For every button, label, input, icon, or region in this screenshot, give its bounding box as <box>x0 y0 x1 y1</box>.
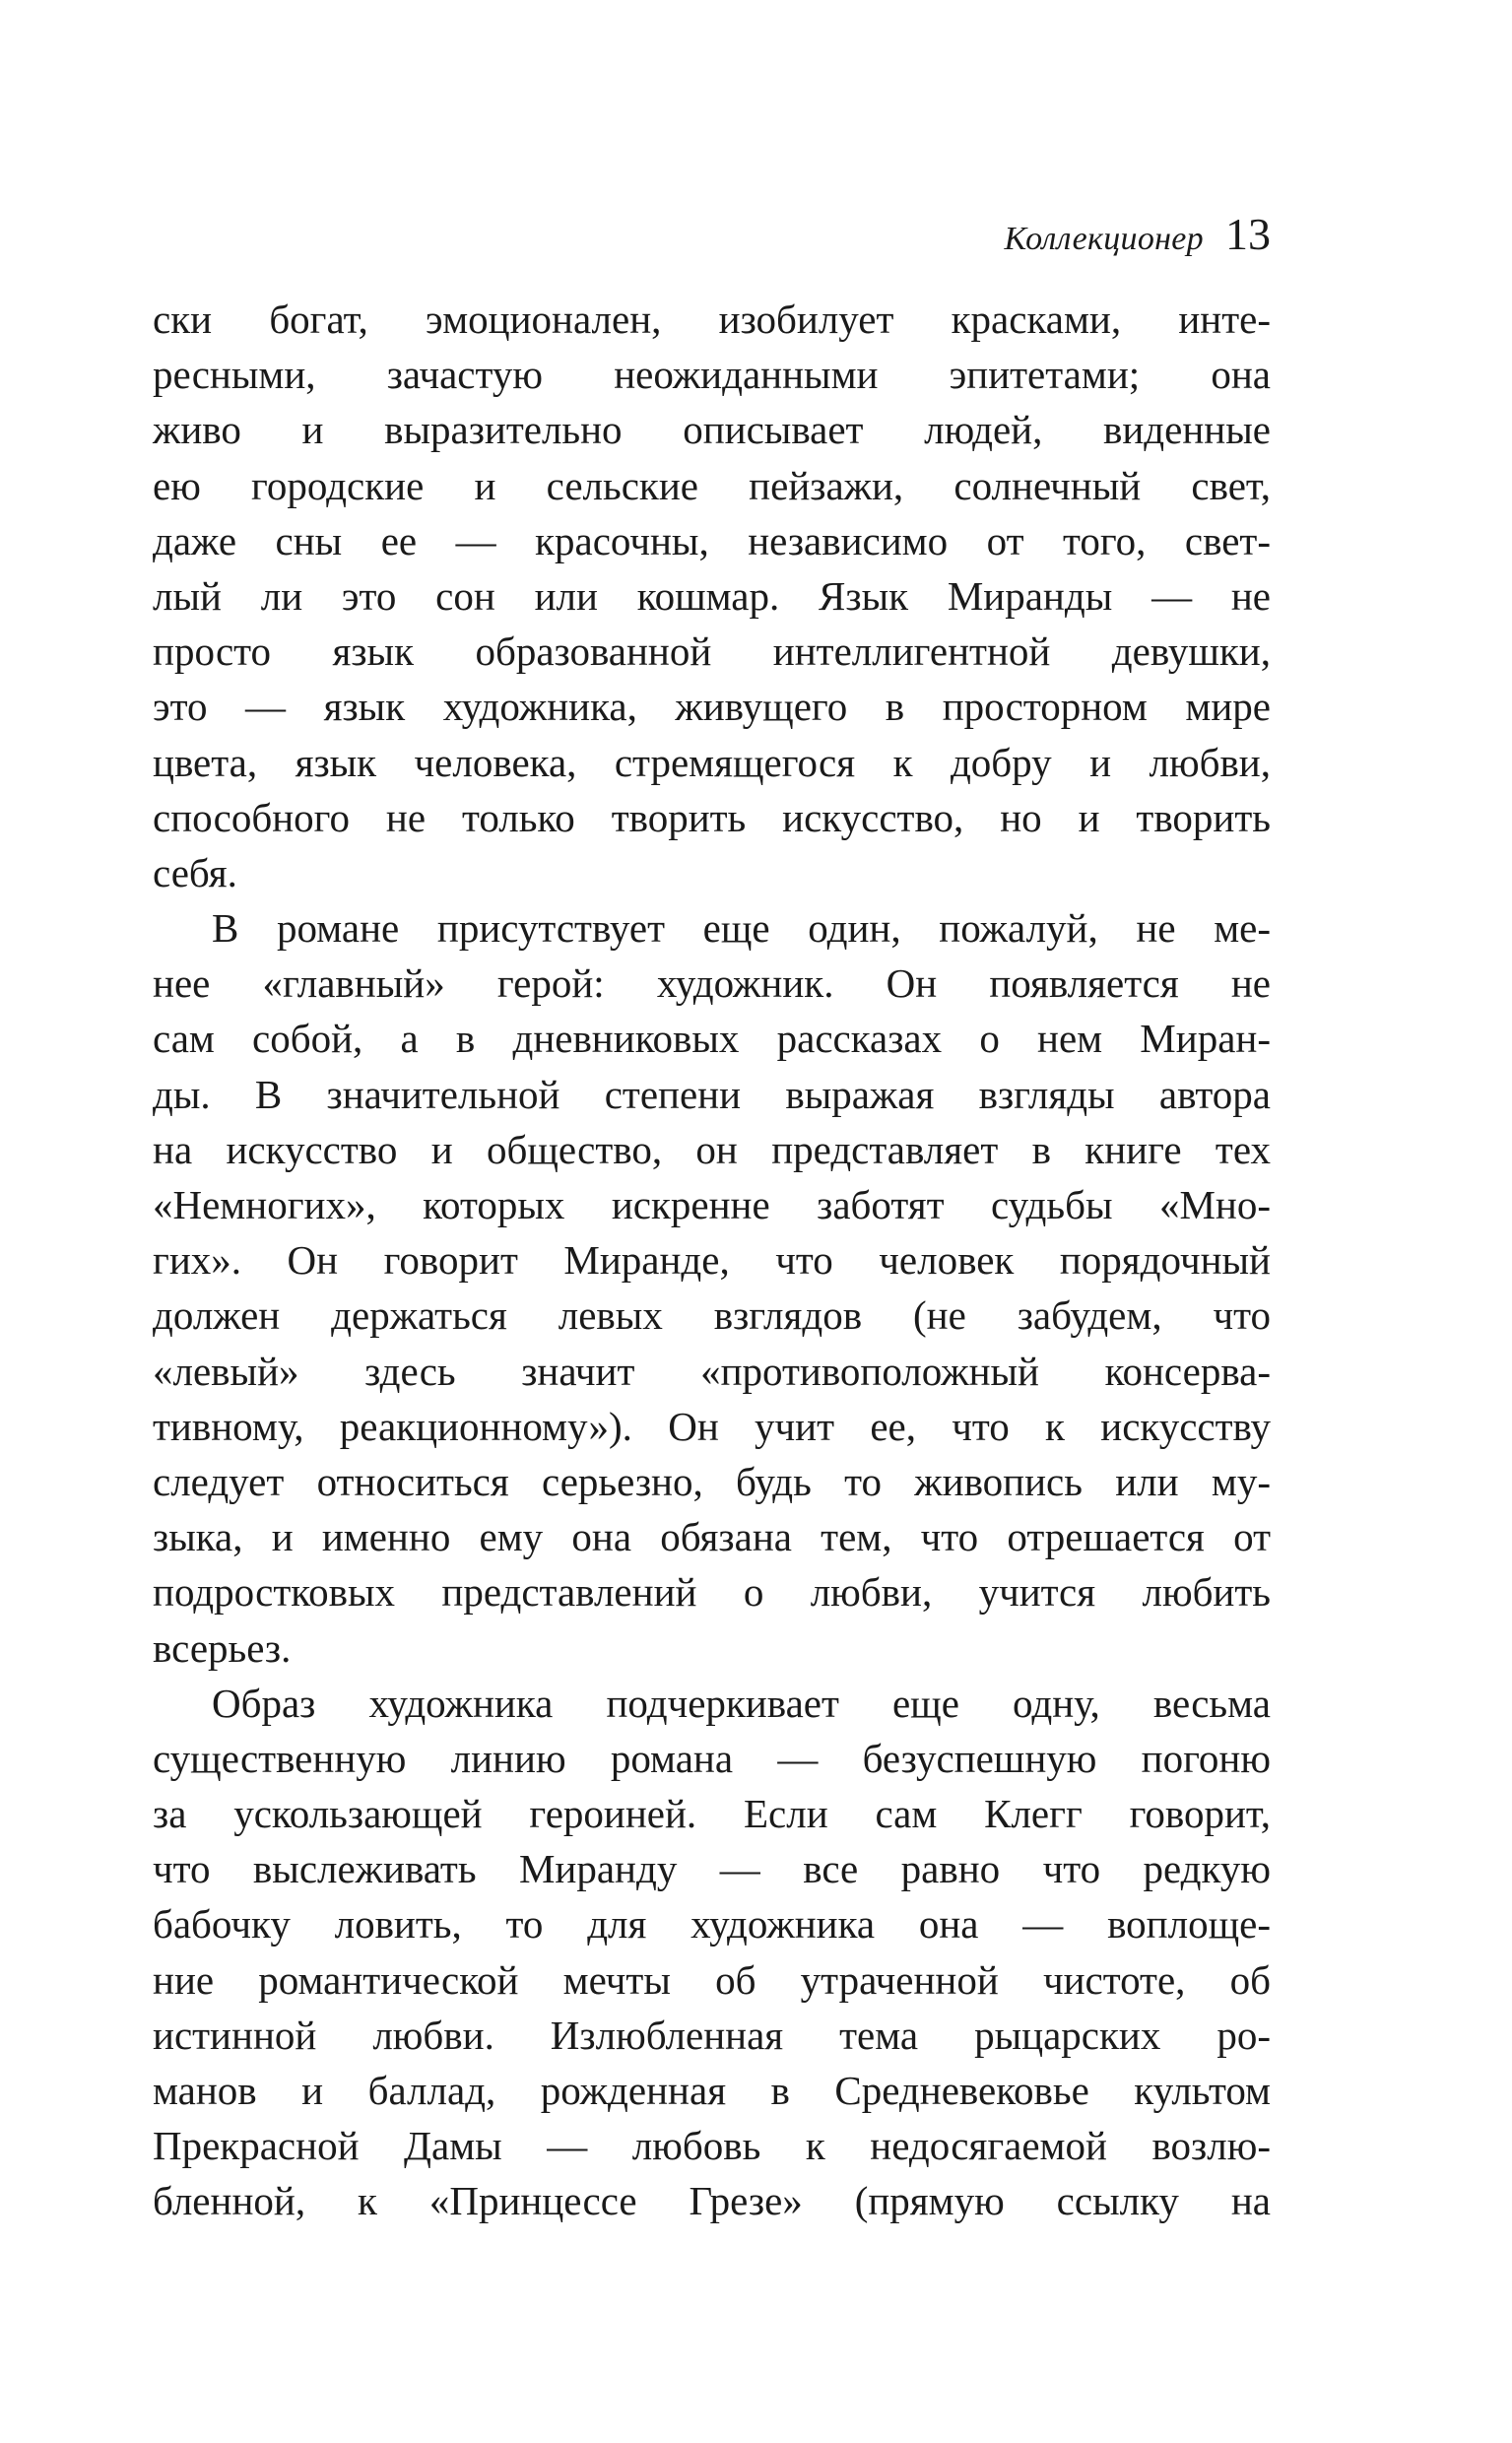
text-line: это — язык художника, живущего в просторном мире <box>153 684 1271 730</box>
text-line: «левый» здесь значит «противоположный консерва- <box>153 1348 1271 1394</box>
text-line: нее «главный» герой: художник. Он появляется не <box>153 960 1271 1007</box>
text-line: способного не только творить искусство, но и творить <box>153 794 1271 840</box>
text-line: бабочку ловить, то для художника она — воплоще- <box>153 1901 1271 1948</box>
running-title: Коллекционер <box>1004 221 1204 257</box>
text-line: следует относиться серьезно, будь то живопись или му- <box>153 1458 1271 1504</box>
text-line: существенную линию романа — безуспешную погоню <box>153 1735 1271 1781</box>
text-line: ресными, зачастую неожиданными эпитетами; она <box>153 352 1271 398</box>
text-line: себя. <box>153 849 237 895</box>
text-line: просто язык образованной интеллигентной девушки, <box>153 628 1271 675</box>
running-head <box>153 205 1271 275</box>
text-line: подростковых представлений о любви, учится любить <box>153 1569 1271 1616</box>
text-line: манов и баллад, рожденная в Средневековье культом <box>153 2068 1271 2113</box>
text-line: ею городские и сельские пейзажи, солнечный свет, <box>153 462 1271 508</box>
page-number: 13 <box>1225 209 1271 259</box>
text-line: сам собой, а в дневниковых рассказах о нем Миран- <box>153 1016 1271 1062</box>
text-line: цвета, язык человека, стремящегося к добру и любви, <box>153 739 1271 785</box>
text-line: живо и выразительно описывает людей, виденные <box>153 407 1271 453</box>
text-line: должен держаться левых взглядов (не забудем, что <box>153 1292 1271 1339</box>
text-line: что выслеживать Миранду — все равно что редкую <box>153 1846 1271 1892</box>
text-line: бленной, к «Принцессе Грезе» (прямую ссылку на <box>153 2178 1271 2224</box>
body-text <box>153 292 1271 2229</box>
text-line: за ускользающей героиней. Если сам Клегг говорит, <box>153 1791 1271 1837</box>
text-line: всерьез. <box>153 1624 292 1671</box>
text-line: ды. В значительной степени выражая взгляды автора <box>153 1071 1271 1117</box>
text-line: зыка, и именно ему она обязана тем, что отрешается от <box>153 1514 1271 1560</box>
text-line: «Немногих», которых искренне заботят судьбы «Мно- <box>153 1182 1271 1227</box>
text-line: на искусство и общество, он представляет в книге тех <box>153 1126 1271 1172</box>
text-line: даже сны ее — красочны, независимо от того, свет- <box>153 517 1271 563</box>
text-line: гих». Он говорит Миранде, что человек порядочный <box>153 1237 1271 1284</box>
text-line: Прекрасной Дамы — любовь к недосягаемой возлю- <box>153 2123 1271 2169</box>
text-line: лый ли это сон или кошмар. Язык Миранды — не <box>153 572 1271 619</box>
text-line: тивному, реакционному»). Он учит ее, что к искусству <box>153 1403 1271 1449</box>
text-line: Образ художника подчеркивает еще одну, весьма <box>212 1680 1271 1726</box>
text-line: В романе присутствует еще один, пожалуй, не ме- <box>212 905 1271 952</box>
text-line: ски богат, эмоционален, изобилует красками, инте- <box>153 297 1271 342</box>
text-line: ние романтической мечты об утраченной чистоте, об <box>153 1956 1271 2003</box>
text-line: истинной любви. Излюбленная тема рыцарских ро- <box>153 2012 1271 2058</box>
